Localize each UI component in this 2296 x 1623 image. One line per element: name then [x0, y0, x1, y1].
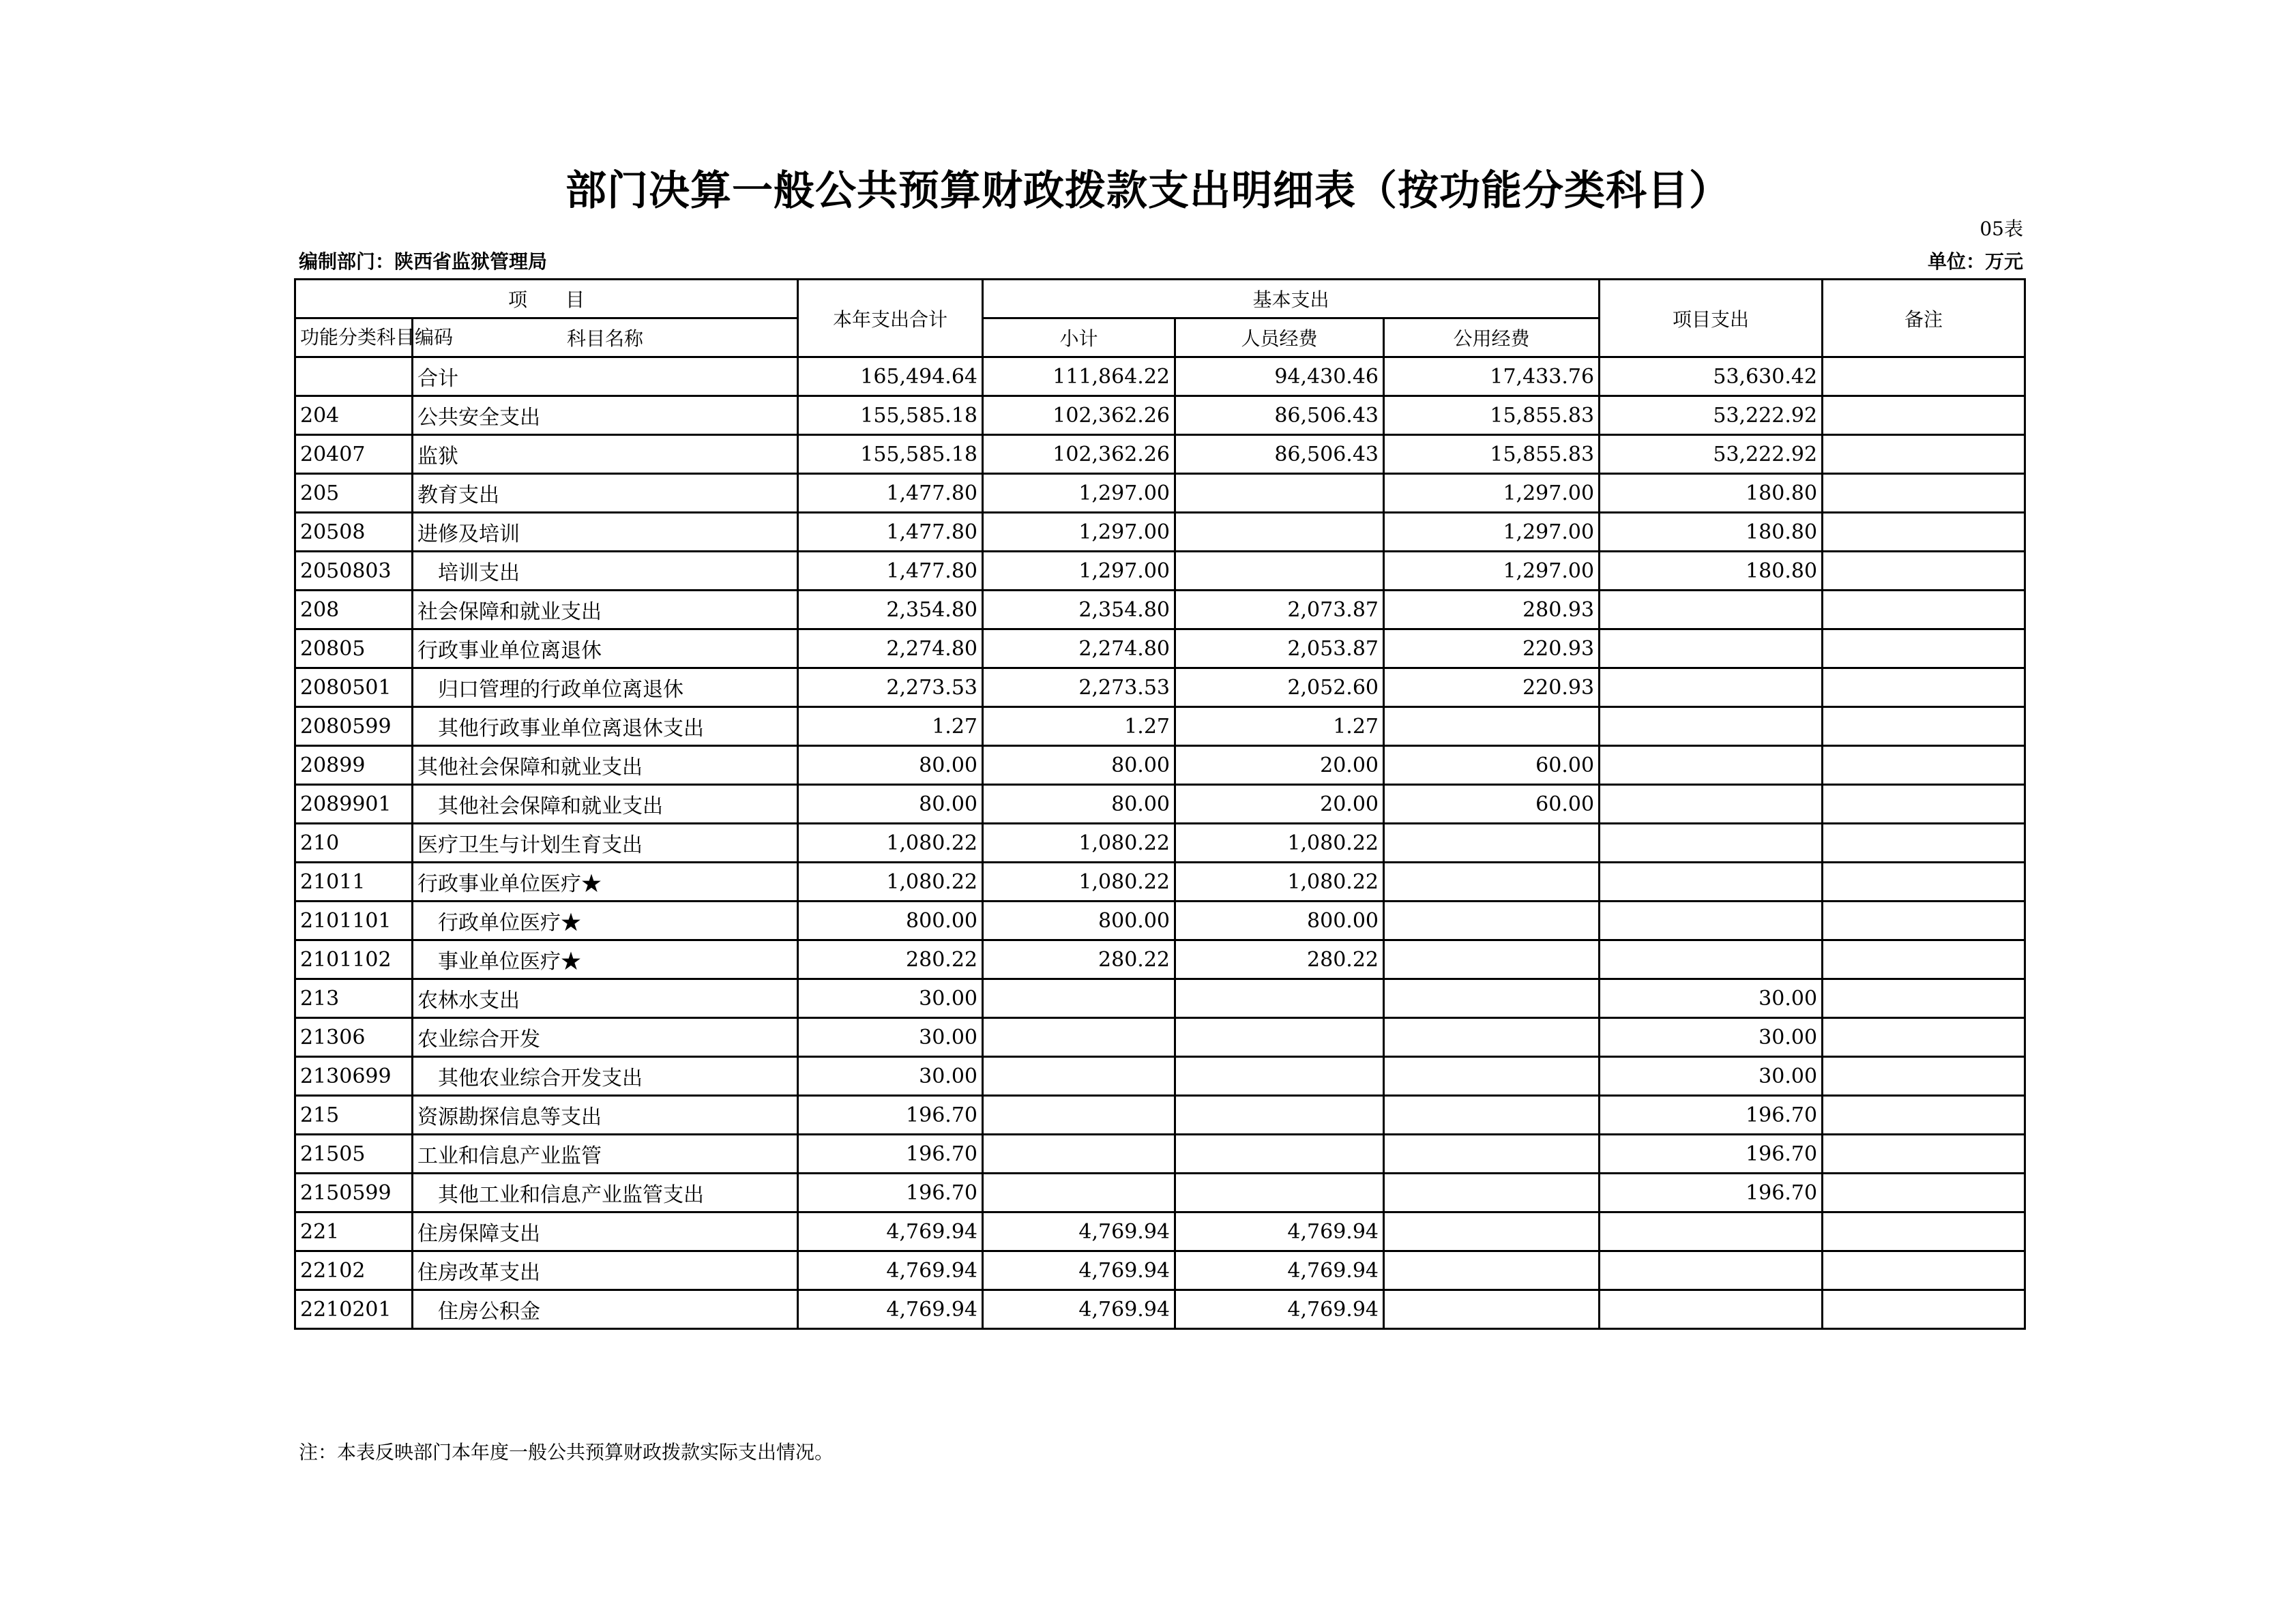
- cell-subtotal: 280.22: [983, 940, 1175, 979]
- cell-subtotal: 80.00: [983, 785, 1175, 824]
- cell-personnel: [1175, 1135, 1384, 1174]
- cell-personnel: 86,506.43: [1175, 396, 1384, 435]
- cell-personnel: [1175, 979, 1384, 1018]
- cell-code: 210: [295, 824, 413, 863]
- cell-project: 53,222.92: [1600, 435, 1823, 474]
- cell-name: 归口管理的行政单位离退休: [413, 668, 798, 707]
- cell-personnel: 4,769.94: [1175, 1290, 1384, 1329]
- cell-code: 21306: [295, 1018, 413, 1057]
- table-row: [295, 591, 2025, 629]
- cell-remark: [1823, 629, 2025, 668]
- cell-total: 280.22: [798, 940, 983, 979]
- cell-total: 196.70: [798, 1096, 983, 1135]
- cell-public: [1384, 1290, 1600, 1329]
- cell-remark: [1823, 435, 2025, 474]
- cell-public: [1384, 979, 1600, 1018]
- cell-public: [1384, 902, 1600, 940]
- cell-total: 4,769.94: [798, 1212, 983, 1251]
- cell-name: 资源勘探信息等支出: [413, 1096, 798, 1135]
- cell-project: [1600, 629, 1823, 668]
- cell-personnel: [1175, 1096, 1384, 1135]
- cell-public: 220.93: [1384, 629, 1600, 668]
- table-row: [295, 707, 2025, 746]
- cell-public: [1384, 1212, 1600, 1251]
- cell-personnel: [1175, 552, 1384, 591]
- header-subtotal: 小计: [983, 318, 1175, 357]
- cell-personnel: 1.27: [1175, 707, 1384, 746]
- table-body: [295, 357, 2025, 1329]
- cell-name: 其他社会保障和就业支出: [413, 746, 798, 785]
- cell-project: 30.00: [1600, 1057, 1823, 1096]
- table-row: [295, 746, 2025, 785]
- cell-remark: [1823, 785, 2025, 824]
- cell-personnel: 2,053.87: [1175, 629, 1384, 668]
- table-row: [295, 1212, 2025, 1251]
- cell-personnel: 2,073.87: [1175, 591, 1384, 629]
- cell-total: 2,273.53: [798, 668, 983, 707]
- cell-subtotal: [983, 1135, 1175, 1174]
- table-row: [295, 1057, 2025, 1096]
- cell-personnel: 1,080.22: [1175, 863, 1384, 902]
- cell-remark: [1823, 668, 2025, 707]
- cell-subtotal: 2,354.80: [983, 591, 1175, 629]
- cell-personnel: 94,430.46: [1175, 357, 1384, 396]
- cell-code: 2101101: [295, 902, 413, 940]
- cell-remark: [1823, 1212, 2025, 1251]
- cell-public: [1384, 940, 1600, 979]
- cell-public: 1,297.00: [1384, 513, 1600, 552]
- cell-code: 20407: [295, 435, 413, 474]
- cell-remark: [1823, 513, 2025, 552]
- cell-personnel: 2,052.60: [1175, 668, 1384, 707]
- table-row: [295, 629, 2025, 668]
- cell-remark: [1823, 591, 2025, 629]
- cell-code: 213: [295, 979, 413, 1018]
- cell-subtotal: 4,769.94: [983, 1212, 1175, 1251]
- cell-name: 行政事业单位离退休: [413, 629, 798, 668]
- cell-remark: [1823, 1057, 2025, 1096]
- cell-remark: [1823, 979, 2025, 1018]
- cell-name: 住房公积金: [413, 1290, 798, 1329]
- cell-public: [1384, 707, 1600, 746]
- cell-remark: [1823, 474, 2025, 513]
- cell-project: 180.80: [1600, 513, 1823, 552]
- header-project-expense: 项目支出: [1600, 280, 1823, 357]
- cell-subtotal: 2,273.53: [983, 668, 1175, 707]
- cell-remark: [1823, 746, 2025, 785]
- cell-personnel: [1175, 474, 1384, 513]
- header-remark: 备注: [1823, 280, 2025, 357]
- table-row: [295, 552, 2025, 591]
- cell-project: [1600, 824, 1823, 863]
- cell-total: 30.00: [798, 1057, 983, 1096]
- cell-remark: [1823, 940, 2025, 979]
- cell-code: 2150599: [295, 1174, 413, 1212]
- cell-name: 其他工业和信息产业监管支出: [413, 1174, 798, 1212]
- cell-subtotal: 4,769.94: [983, 1251, 1175, 1290]
- cell-public: 15,855.83: [1384, 396, 1600, 435]
- table-row: [295, 1174, 2025, 1212]
- cell-total: 155,585.18: [798, 435, 983, 474]
- cell-personnel: 86,506.43: [1175, 435, 1384, 474]
- cell-total: 2,354.80: [798, 591, 983, 629]
- cell-personnel: [1175, 513, 1384, 552]
- cell-name: 合计: [413, 357, 798, 396]
- cell-total: 1,080.22: [798, 824, 983, 863]
- cell-personnel: 4,769.94: [1175, 1251, 1384, 1290]
- header-name: 科目名称: [413, 318, 798, 357]
- cell-public: 1,297.00: [1384, 474, 1600, 513]
- compiling-department: 编制部门：陕西省监狱管理局: [299, 250, 548, 273]
- table-row: [295, 435, 2025, 474]
- cell-subtotal: 1.27: [983, 707, 1175, 746]
- cell-project: [1600, 1290, 1823, 1329]
- cell-total: 165,494.64: [798, 357, 983, 396]
- cell-project: 53,222.92: [1600, 396, 1823, 435]
- cell-subtotal: 800.00: [983, 902, 1175, 940]
- cell-remark: [1823, 1251, 2025, 1290]
- cell-subtotal: 111,864.22: [983, 357, 1175, 396]
- cell-project: [1600, 863, 1823, 902]
- cell-personnel: [1175, 1018, 1384, 1057]
- cell-code: 208: [295, 591, 413, 629]
- cell-total: 4,769.94: [798, 1290, 983, 1329]
- cell-total: 30.00: [798, 979, 983, 1018]
- table-row: [295, 1251, 2025, 1290]
- header-public: 公用经费: [1384, 318, 1600, 357]
- header-basic: 基本支出: [983, 280, 1600, 318]
- cell-total: 4,769.94: [798, 1251, 983, 1290]
- cell-total: 1.27: [798, 707, 983, 746]
- cell-code: 204: [295, 396, 413, 435]
- cell-project: 30.00: [1600, 1018, 1823, 1057]
- cell-code: 2130699: [295, 1057, 413, 1096]
- cell-project: [1600, 746, 1823, 785]
- cell-total: 1,080.22: [798, 863, 983, 902]
- cell-project: [1600, 591, 1823, 629]
- cell-subtotal: 4,769.94: [983, 1290, 1175, 1329]
- cell-name: 其他社会保障和就业支出: [413, 785, 798, 824]
- cell-public: 280.93: [1384, 591, 1600, 629]
- table-row: [295, 1018, 2025, 1057]
- cell-public: 1,297.00: [1384, 552, 1600, 591]
- header-project: 项 目: [295, 280, 798, 318]
- table-row: [295, 824, 2025, 863]
- form-number: 05表: [1979, 218, 2023, 240]
- table-row: [295, 863, 2025, 902]
- cell-name: 培训支出: [413, 552, 798, 591]
- table-row: [295, 1135, 2025, 1174]
- cell-code: 20899: [295, 746, 413, 785]
- cell-name: 进修及培训: [413, 513, 798, 552]
- cell-subtotal: 1,297.00: [983, 513, 1175, 552]
- cell-total: 1,477.80: [798, 513, 983, 552]
- cell-name: 社会保障和就业支出: [413, 591, 798, 629]
- cell-total: 80.00: [798, 785, 983, 824]
- cell-public: 15,855.83: [1384, 435, 1600, 474]
- cell-subtotal: 1,297.00: [983, 552, 1175, 591]
- cell-public: [1384, 824, 1600, 863]
- cell-personnel: [1175, 1174, 1384, 1212]
- cell-remark: [1823, 863, 2025, 902]
- table-row: [295, 513, 2025, 552]
- cell-remark: [1823, 1290, 2025, 1329]
- table-row: [295, 785, 2025, 824]
- cell-personnel: 800.00: [1175, 902, 1384, 940]
- cell-public: 60.00: [1384, 785, 1600, 824]
- cell-code: 2089901: [295, 785, 413, 824]
- table-row: [295, 1096, 2025, 1135]
- cell-name: 其他行政事业单位离退休支出: [413, 707, 798, 746]
- cell-remark: [1823, 1135, 2025, 1174]
- cell-name: 行政事业单位医疗★: [413, 863, 798, 902]
- cell-name: 监狱: [413, 435, 798, 474]
- table-row: [295, 357, 2025, 396]
- cell-total: 196.70: [798, 1135, 983, 1174]
- cell-public: [1384, 1251, 1600, 1290]
- cell-name: 公共安全支出: [413, 396, 798, 435]
- cell-remark: [1823, 902, 2025, 940]
- expenditure-table: [294, 278, 2026, 1330]
- cell-subtotal: [983, 1057, 1175, 1096]
- cell-subtotal: [983, 1174, 1175, 1212]
- cell-total: 1,477.80: [798, 474, 983, 513]
- cell-name: 行政单位医疗★: [413, 902, 798, 940]
- cell-public: [1384, 863, 1600, 902]
- cell-name: 其他农业综合开发支出: [413, 1057, 798, 1096]
- cell-public: [1384, 1057, 1600, 1096]
- cell-remark: [1823, 357, 2025, 396]
- table-row: [295, 902, 2025, 940]
- cell-public: 60.00: [1384, 746, 1600, 785]
- cell-subtotal: 102,362.26: [983, 435, 1175, 474]
- table-row: [295, 1290, 2025, 1329]
- cell-total: 800.00: [798, 902, 983, 940]
- cell-project: 196.70: [1600, 1135, 1823, 1174]
- cell-code: 2080501: [295, 668, 413, 707]
- cell-code: 215: [295, 1096, 413, 1135]
- cell-remark: [1823, 396, 2025, 435]
- cell-name: 住房保障支出: [413, 1212, 798, 1251]
- cell-subtotal: 2,274.80: [983, 629, 1175, 668]
- cell-code: 20805: [295, 629, 413, 668]
- cell-project: [1600, 707, 1823, 746]
- cell-remark: [1823, 1174, 2025, 1212]
- cell-total: 30.00: [798, 1018, 983, 1057]
- cell-code: 22102: [295, 1251, 413, 1290]
- cell-remark: [1823, 824, 2025, 863]
- header-personnel: 人员经费: [1175, 318, 1384, 357]
- cell-code: 2080599: [295, 707, 413, 746]
- table-row: [295, 940, 2025, 979]
- cell-code: [295, 357, 413, 396]
- cell-subtotal: [983, 1096, 1175, 1135]
- cell-name: 农林水支出: [413, 979, 798, 1018]
- table-row: [295, 474, 2025, 513]
- cell-code: 21505: [295, 1135, 413, 1174]
- cell-subtotal: [983, 1018, 1175, 1057]
- page-title: 部门决算一般公共预算财政拨款支出明细表（按功能分类科目）: [565, 167, 1731, 215]
- cell-remark: [1823, 707, 2025, 746]
- unit-label: 单位：万元: [1927, 250, 2023, 273]
- cell-project: [1600, 785, 1823, 824]
- table-row: [295, 668, 2025, 707]
- footnote: 注：本表反映部门本年度一般公共预算财政拨款实际支出情况。: [299, 1441, 834, 1463]
- cell-name: 事业单位医疗★: [413, 940, 798, 979]
- cell-remark: [1823, 1018, 2025, 1057]
- cell-name: 医疗卫生与计划生育支出: [413, 824, 798, 863]
- cell-personnel: 280.22: [1175, 940, 1384, 979]
- cell-name: 农业综合开发: [413, 1018, 798, 1057]
- header-code: 功能分类科目编码: [295, 318, 413, 357]
- cell-public: [1384, 1096, 1600, 1135]
- cell-public: 17,433.76: [1384, 357, 1600, 396]
- cell-project: [1600, 902, 1823, 940]
- cell-personnel: 4,769.94: [1175, 1212, 1384, 1251]
- cell-subtotal: 1,297.00: [983, 474, 1175, 513]
- cell-project: 180.80: [1600, 474, 1823, 513]
- cell-remark: [1823, 1096, 2025, 1135]
- cell-public: [1384, 1174, 1600, 1212]
- cell-project: 196.70: [1600, 1174, 1823, 1212]
- cell-code: 20508: [295, 513, 413, 552]
- cell-remark: [1823, 552, 2025, 591]
- cell-code: 21011: [295, 863, 413, 902]
- cell-subtotal: 80.00: [983, 746, 1175, 785]
- cell-personnel: 1,080.22: [1175, 824, 1384, 863]
- cell-code: 2101102: [295, 940, 413, 979]
- cell-project: [1600, 1251, 1823, 1290]
- cell-total: 155,585.18: [798, 396, 983, 435]
- cell-code: 205: [295, 474, 413, 513]
- cell-personnel: [1175, 1057, 1384, 1096]
- cell-name: 住房改革支出: [413, 1251, 798, 1290]
- header-total: 本年支出合计: [798, 280, 983, 357]
- cell-public: [1384, 1135, 1600, 1174]
- cell-project: [1600, 1212, 1823, 1251]
- cell-project: 180.80: [1600, 552, 1823, 591]
- cell-total: 1,477.80: [798, 552, 983, 591]
- cell-name: 工业和信息产业监管: [413, 1135, 798, 1174]
- cell-name: 教育支出: [413, 474, 798, 513]
- cell-project: 196.70: [1600, 1096, 1823, 1135]
- cell-subtotal: 1,080.22: [983, 863, 1175, 902]
- cell-total: 80.00: [798, 746, 983, 785]
- cell-personnel: 20.00: [1175, 785, 1384, 824]
- cell-code: 2210201: [295, 1290, 413, 1329]
- cell-total: 196.70: [798, 1174, 983, 1212]
- cell-project: 53,630.42: [1600, 357, 1823, 396]
- cell-public: 220.93: [1384, 668, 1600, 707]
- cell-project: 30.00: [1600, 979, 1823, 1018]
- cell-public: [1384, 1018, 1600, 1057]
- cell-personnel: 20.00: [1175, 746, 1384, 785]
- table-row: [295, 396, 2025, 435]
- cell-total: 2,274.80: [798, 629, 983, 668]
- cell-code: 221: [295, 1212, 413, 1251]
- table-row: [295, 979, 2025, 1018]
- cell-subtotal: [983, 979, 1175, 1018]
- cell-subtotal: 1,080.22: [983, 824, 1175, 863]
- cell-code: 2050803: [295, 552, 413, 591]
- cell-project: [1600, 940, 1823, 979]
- cell-project: [1600, 668, 1823, 707]
- cell-subtotal: 102,362.26: [983, 396, 1175, 435]
